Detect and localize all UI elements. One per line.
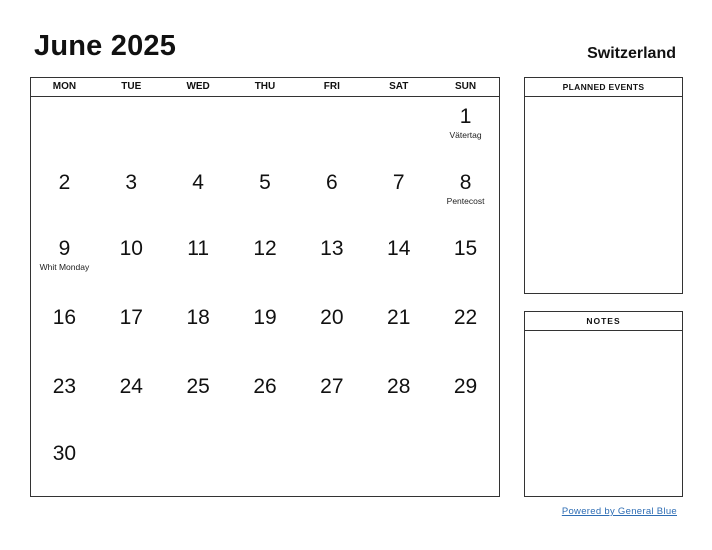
day-number: 30: [52, 442, 77, 465]
day-cell: [98, 97, 165, 163]
day-number: 15: [453, 237, 478, 260]
holiday-label: Whit Monday: [39, 262, 90, 272]
day-number: 12: [253, 237, 277, 260]
day-cell: [365, 97, 432, 163]
day-cell: [165, 97, 232, 163]
day-number: 4: [192, 171, 204, 194]
day-cell: [432, 229, 499, 298]
day-number: 7: [392, 171, 405, 194]
notes-heading: NOTES: [525, 312, 682, 331]
day-cell: [298, 298, 365, 367]
day-number: 26: [253, 375, 277, 398]
day-cell: [31, 298, 98, 367]
day-cell: [365, 229, 432, 298]
day-number: 21: [387, 306, 411, 329]
day-number: 24: [119, 375, 143, 398]
day-number: 17: [119, 306, 143, 329]
day-cell: [232, 298, 299, 367]
day-cell: [98, 229, 165, 298]
day-cell: [365, 163, 432, 229]
weekday-header: [31, 78, 499, 97]
day-cell: [432, 434, 499, 497]
day-number: 9: [58, 237, 71, 260]
day-cell: [165, 434, 232, 497]
day-cell: [232, 97, 299, 163]
day-cell: [31, 434, 98, 497]
day-cell: [98, 163, 165, 229]
weekday-tue: TUE: [121, 81, 142, 92]
day-cell: [31, 229, 98, 298]
day-number: 27: [320, 375, 344, 398]
day-number: 8: [459, 171, 472, 194]
day-number: 10: [119, 237, 143, 260]
day-cell: [432, 367, 499, 434]
day-number: 19: [253, 306, 277, 329]
day-cell: [298, 163, 365, 229]
day-cell: [165, 229, 232, 298]
day-number: 29: [453, 375, 478, 398]
weekday-mon: MON: [52, 81, 77, 92]
day-number: 18: [186, 306, 210, 329]
day-cell: [232, 434, 299, 497]
day-cell: [31, 163, 98, 229]
day-number: 16: [52, 306, 77, 329]
day-cell: [298, 367, 365, 434]
holiday-label: Pentecost: [446, 196, 485, 206]
day-number: 1: [459, 105, 472, 128]
weekday-thu: THU: [254, 81, 276, 92]
day-cell: [298, 229, 365, 298]
planned-events-heading: PLANNED EVENTS: [525, 78, 682, 97]
day-number: 22: [453, 306, 478, 329]
day-cell: [98, 298, 165, 367]
day-cell: [165, 163, 232, 229]
day-number: 25: [186, 375, 210, 398]
day-cell: [165, 367, 232, 434]
day-cell: [432, 97, 499, 163]
day-cell: [232, 367, 299, 434]
day-cell: [365, 298, 432, 367]
weekday-wed: WED: [186, 81, 210, 92]
day-number: 28: [387, 375, 411, 398]
day-cell: [432, 163, 499, 229]
day-cell: [298, 97, 365, 163]
day-number: 20: [320, 306, 344, 329]
day-number: 11: [187, 237, 210, 260]
calendar-body: [31, 97, 499, 497]
day-cell: [365, 367, 432, 434]
powered-by-link[interactable]: Powered by General Blue: [561, 506, 677, 517]
weekday-sat: SAT: [389, 81, 409, 92]
day-cell: [31, 367, 98, 434]
day-cell: [98, 434, 165, 497]
day-cell: [232, 229, 299, 298]
holiday-label: Vätertag: [449, 130, 482, 140]
planned-events-panel: [524, 77, 683, 294]
notes-panel: [524, 311, 683, 497]
day-cell: [98, 367, 165, 434]
day-number: 2: [58, 171, 71, 194]
day-cell: [365, 434, 432, 497]
calendar-grid: [30, 77, 500, 497]
day-cell: [165, 298, 232, 367]
month-title: June 2025: [34, 30, 177, 62]
country-label: Switzerland: [587, 45, 676, 62]
day-cell: [298, 434, 365, 497]
day-cell: [31, 97, 98, 163]
day-cell: [432, 298, 499, 367]
weekday-sun: SUN: [455, 81, 477, 92]
day-number: 5: [259, 171, 271, 194]
day-number: 6: [326, 171, 338, 194]
weekday-fri: FRI: [323, 81, 340, 92]
day-number: 14: [387, 237, 411, 260]
day-number: 23: [52, 375, 77, 398]
day-cell: [232, 163, 299, 229]
day-number: 3: [125, 171, 138, 194]
day-number: 13: [320, 237, 344, 260]
